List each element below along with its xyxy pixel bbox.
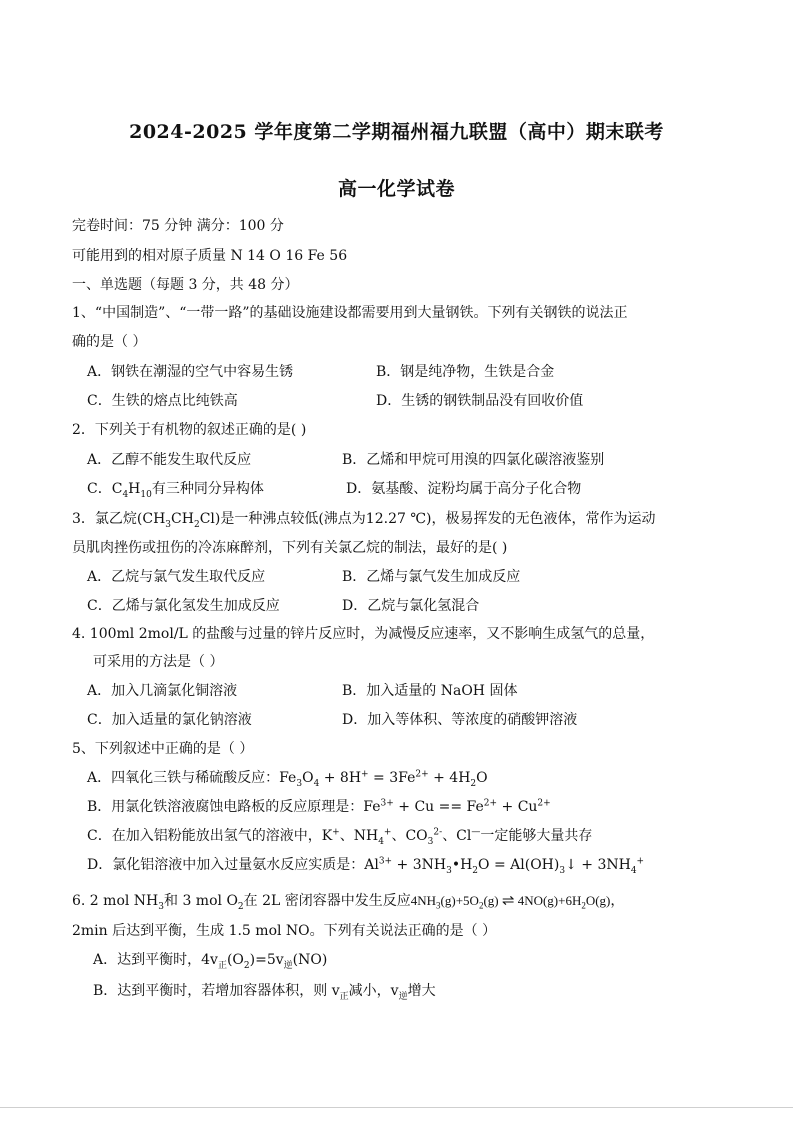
- q4-option-c: C．加入适量的氯化钠溶液: [87, 712, 252, 728]
- q2-option-a: A．乙醇不能发生取代反应: [87, 452, 252, 468]
- q4-option-b: B．加入适量的 NaOH 固体: [342, 683, 518, 699]
- q5-option-c: C．在加入铝粉能放出氢气的溶液中，K+、$NH_4^+$、$CO_3^{2-}$、Cl—一定能够大量共存: [87, 827, 593, 847]
- q2-stem: 2．下列关于有机物的叙述正确的是( ): [72, 422, 307, 438]
- q3-stem-line2: 员肌肉挫伤或扭伤的冷冻麻醉剂，下列有关氯乙烷的制法，最好的是( ): [72, 540, 508, 556]
- exam-subtitle: 高一化学试卷: [337, 178, 455, 200]
- q3-option-d: D．乙烷与氯化氢混合: [342, 598, 480, 614]
- q2-option-d: D．氨基酸、淀粉均属于高分子化合物: [346, 481, 582, 497]
- q1-stem-line1: 1、“中国制造”、“一带一路”的基础设施建设都需要用到大量钢铁。下列有关钢铁的说法正: [72, 305, 628, 321]
- q4-option-a: A．加入几滴氯化铜溶液: [87, 683, 238, 699]
- q2-option-b: B．乙烯和甲烷可用溴的四氯化碳溶液鉴别: [342, 452, 605, 468]
- q6-stem-line2: 2min 后达到平衡，生成 1.5 mol NO。下列有关说法正确的是（ ）: [72, 923, 497, 939]
- q1-option-d: D．生锈的钢铁制品没有回收价值: [376, 393, 584, 409]
- q3-stem-line1: 3．氯乙烷$(CH_3CH_2Cl)$是一种沸点较低(沸点为12.27 ℃)，极易挥发的无色液体，常作为运动: [72, 511, 656, 530]
- q3-option-c: C．乙烯与氯化氢发生加成反应: [87, 598, 280, 614]
- exam-title: 2024-2025 学年度第二学期福州福九联盟（高中）期末联考: [129, 121, 664, 143]
- q5-option-a: A．四氧化三铁与稀硫酸反应：$Fe_3O_4 + 8H^+ = 3Fe^{2+} + 4H_2O$: [87, 769, 488, 789]
- q2-option-c: C．$C_4H_{10}$有三种同分异构体: [87, 481, 264, 500]
- q5-option-b: B．用氯化铁溶液腐蚀电路板的反应原理是：$Fe^{3+} + Cu == Fe^{2+} + Cu^{2+}$: [87, 798, 551, 815]
- section-heading: 一、单选题（每题 3 分，共 48 分）: [72, 277, 299, 293]
- q3-option-a: A．乙烷与氯气发生取代反应: [87, 569, 266, 585]
- q1-option-c: C．生铁的熔点比纯铁高: [87, 393, 238, 409]
- q6-option-a: A．达到平衡时，$4v_正(O_2)=5v_逆(NO)$: [93, 952, 328, 971]
- q1-stem-line2: 确的是（ ）: [72, 334, 147, 350]
- reaction-equation: $4NH_3(g)+5O_2(g)$ ⇌ $4NO(g)+6H_2O(g)$: [410, 893, 611, 911]
- q1-option-a: A．钢铁在潮湿的空气中容易生锈: [87, 364, 294, 380]
- q4-option-d: D．加入等体积、等浓度的硝酸钾溶液: [342, 712, 578, 728]
- q4-stem-line1: 4. 100ml 2mol/L 的盐酸与过量的锌片反应时，为减慢反应速率，又不影响生成氢气的总量，: [72, 626, 655, 642]
- equilibrium-arrow: ⇌: [501, 893, 515, 909]
- q5-stem: 5、下列叙述中正确的是（ ）: [72, 741, 254, 757]
- atomic-masses: 可能用到的相对原子质量 N 14 O 16 Fe 56: [72, 248, 348, 264]
- q6-option-b: B．达到平衡时，若增加容器体积，则 $v_正$减小，$v_逆$增大: [93, 983, 436, 1002]
- q4-stem-line2: 可采用的方法是（ ）: [93, 654, 224, 670]
- exam-time-info: 完卷时间：75 分钟 满分：100 分: [72, 218, 284, 234]
- q3-option-b: B．乙烯与氯气发生加成反应: [342, 569, 521, 585]
- q5-option-d: D．氯化铝溶液中加入过量氨水反应实质是：$Al^{3+}$ + $3NH_3•H_2O$ = $Al(OH)_3↓ + 3NH_4^+$: [87, 856, 645, 876]
- page-bottom-rule: [0, 1107, 793, 1108]
- q6-stem-line1: 6. 2 mol $NH_3$和 3 mol $O_2$在 2L 密闭容器中发生反应$4NH_3(g)+5O_2(g)$ ⇌ $4NO(g)+6H_2O(g)$，: [72, 893, 625, 912]
- q1-option-b: B．钢是纯净物，生铁是合金: [376, 364, 555, 380]
